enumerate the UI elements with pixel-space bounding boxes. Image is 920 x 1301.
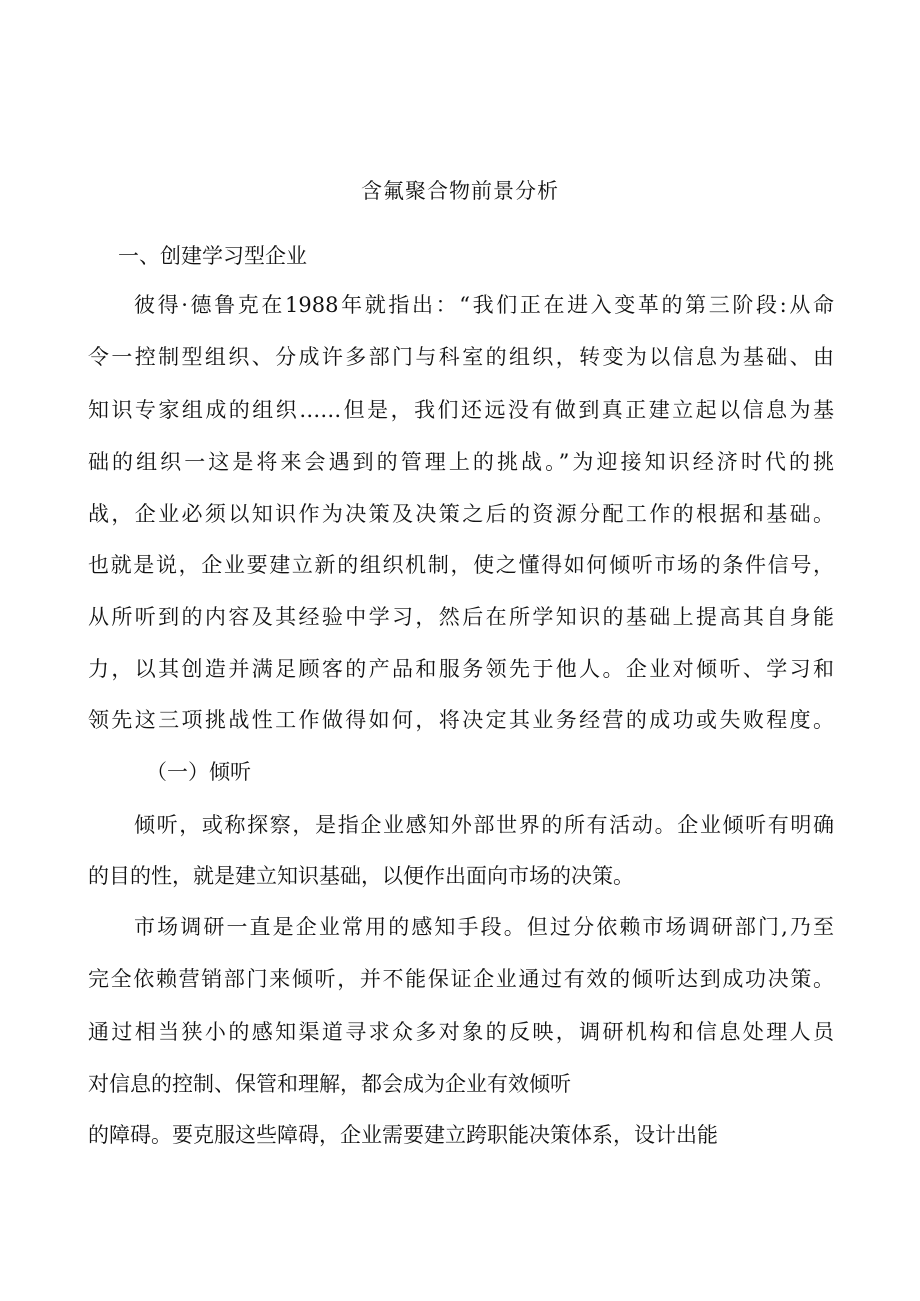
paragraph-line: 从所听到的内容及其经验中学习，然后在所学知识的基础上提高其自身能 (88, 605, 834, 629)
section-heading: 一、创建学习型企业 (118, 244, 307, 268)
paragraph-line: 完全依赖营销部门来倾听，并不能保证企业通过有效的倾听达到成功决策。 (88, 967, 834, 991)
document-title: 含氟聚合物前景分析 (361, 179, 559, 203)
subheading: （一）倾听 (146, 760, 251, 784)
paragraph-line: 础的组织一这是将来会遇到的管理上的挑战。”为迎接知识经济时代的挑 (88, 450, 834, 474)
paragraph-line: 力，以其创造并满足顾客的产品和服务领先于他人。企业对倾听、学习和 (88, 657, 834, 681)
paragraph-line: 市场调研一直是企业常用的感知手段。但过分依赖市场调研部门,乃至 (134, 915, 834, 939)
paragraph-line: 令一控制型组织、分成许多部门与科室的组织，转变为以信息为基础、由 (88, 345, 834, 369)
paragraph-line: 的障碍。要克服这些障碍，企业需要建立跨职能决策体系，设计出能 (88, 1123, 718, 1147)
paragraph-line: 对信息的控制、保管和理解，都会成为企业有效倾听 (88, 1072, 571, 1096)
paragraph-line: 通过相当狭小的感知渠道寻求众多对象的反映，调研机构和信息处理人员 (88, 1020, 834, 1044)
paragraph-line: 也就是说，企业要建立新的组织机制，使之懂得如何倾听市场的条件信号， (88, 553, 834, 577)
paragraph-line: 知识专家组成的组织……但是，我们还远没有做到真正建立起以信息为基 (88, 398, 834, 422)
paragraph-line: 的目的性，就是建立知识基础，以便作出面向市场的决策。 (88, 864, 634, 888)
paragraph-line: 战，企业必须以知识作为决策及决策之后的资源分配工作的根据和基础。 (88, 502, 834, 526)
paragraph-line: 彼得·德鲁克在1988年就指出：“我们正在进入变革的第三阶段:从命 (134, 293, 834, 317)
paragraph-line: 领先这三项挑战性工作做得如何，将决定其业务经营的成功或失败程度。 (88, 708, 834, 732)
paragraph-line: 倾听，或称探察，是指企业感知外部世界的所有活动。企业倾听有明确 (134, 813, 834, 837)
